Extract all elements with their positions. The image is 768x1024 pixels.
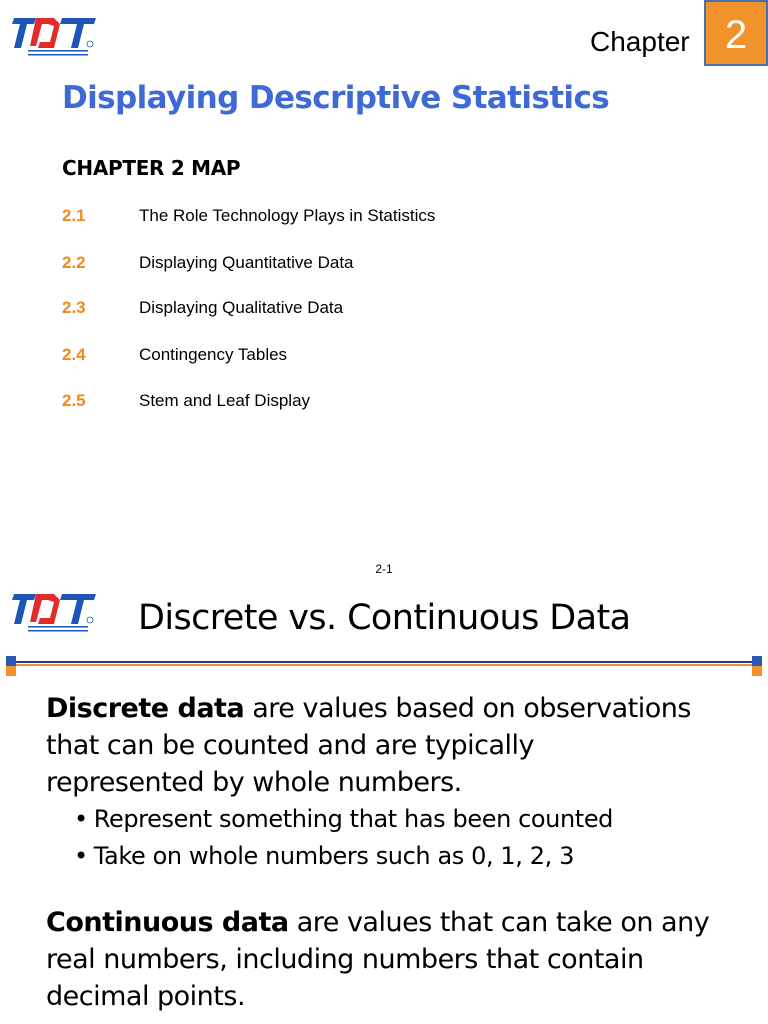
definition-text: are values that can take on any xyxy=(288,907,710,938)
section-number: 2.2 xyxy=(62,253,86,272)
bullet-icon: • xyxy=(74,842,88,870)
section-number: 2.4 xyxy=(62,345,86,364)
chapter-map-heading: CHAPTER 2 MAP xyxy=(62,156,241,180)
divider-end-marker xyxy=(6,656,16,666)
definition-text: are values based on observations xyxy=(244,693,691,724)
divider-end-marker xyxy=(752,656,762,666)
continuous-data-term: Continuous data xyxy=(46,907,289,938)
chapter-label: Chapter xyxy=(590,26,690,57)
divider-end-marker xyxy=(752,666,762,676)
section-title: Displaying Qualitative Data xyxy=(139,298,344,317)
continuous-data-definition xyxy=(46,904,746,1015)
section-number: 2.1 xyxy=(62,206,86,225)
section-title: Contingency Tables xyxy=(139,345,288,364)
title-divider-accent xyxy=(10,664,758,666)
definition-text: that can be counted and are typically xyxy=(46,730,535,761)
bullet-text: Take on whole numbers such as 0, 1, 2, 3 xyxy=(93,842,574,870)
bullet-icon: • xyxy=(74,805,88,833)
discrete-data-term: Discrete data xyxy=(46,693,245,724)
slide-title: Displaying Descriptive Statistics xyxy=(62,80,610,116)
section-title: Stem and Leaf Display xyxy=(139,391,311,410)
title-divider xyxy=(10,661,758,663)
definition-text: decimal points. xyxy=(46,981,246,1012)
divider-end-marker xyxy=(6,666,16,676)
section-title: The Role Technology Plays in Statistics xyxy=(139,206,436,225)
bullet-text: Represent something that has been counted xyxy=(93,805,614,833)
discrete-data-definition xyxy=(46,690,746,801)
page-number: 2-1 xyxy=(375,562,393,576)
slide-title: Discrete vs. Continuous Data xyxy=(138,598,631,638)
chapter-number-badge: 2 xyxy=(704,0,768,66)
section-title: Displaying Quantitative Data xyxy=(139,253,354,272)
definition-text: represented by whole numbers. xyxy=(46,767,462,798)
bullet-item xyxy=(74,803,754,835)
bullet-item xyxy=(74,840,754,872)
definition-text: real numbers, including numbers that contain xyxy=(46,944,644,975)
university-logo xyxy=(10,584,100,636)
section-number: 2.5 xyxy=(62,391,86,410)
section-number: 2.3 xyxy=(62,298,86,317)
university-logo xyxy=(10,8,100,60)
